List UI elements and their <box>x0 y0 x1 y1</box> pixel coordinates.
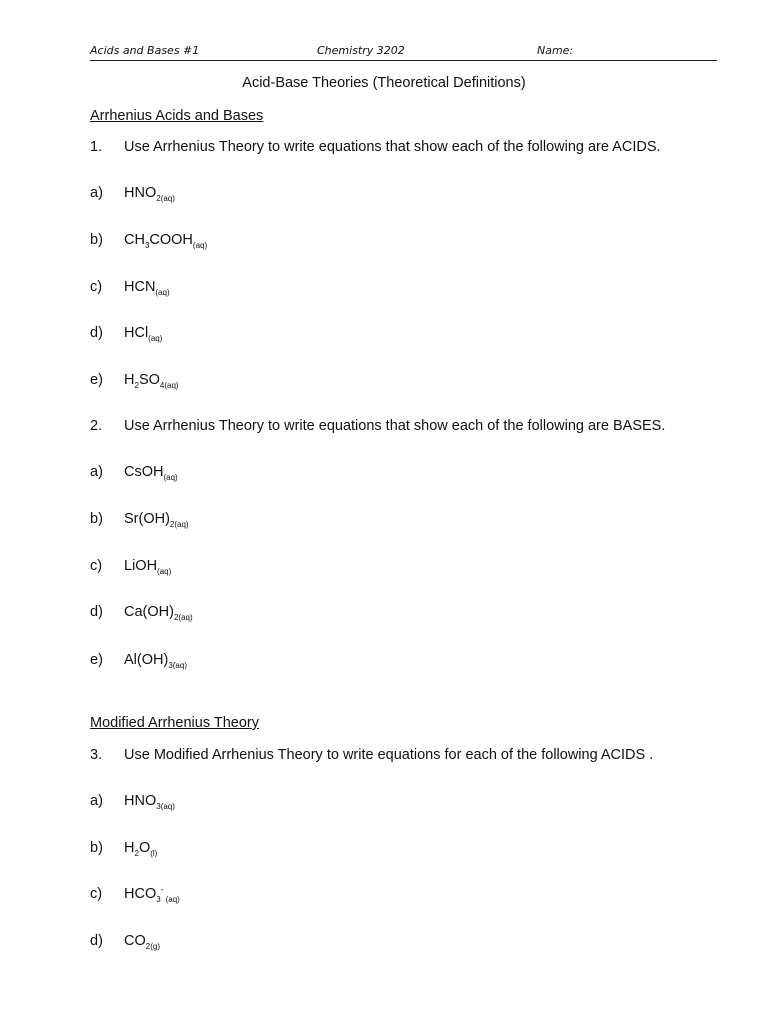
chemical-formula <box>124 558 171 574</box>
header-left: Acids and Bases #1 <box>90 44 200 57</box>
formula-text: HCO <box>124 886 157 902</box>
formula-subscript: 3 <box>144 241 150 250</box>
formula-text: HNO <box>124 185 157 201</box>
item-label: e) <box>90 652 103 668</box>
formula-subscript: (aq) <box>155 288 170 297</box>
formula-subscript: 2(g) <box>145 942 160 951</box>
chemical-formula <box>124 464 178 480</box>
item-label: c) <box>90 279 103 295</box>
formula-subscript: 4(aq) <box>159 381 179 390</box>
item-label: e) <box>90 372 103 388</box>
formula-text: H <box>124 840 135 856</box>
formula-text: CH <box>124 232 145 248</box>
formula-subscript: 3(aq) <box>156 802 175 811</box>
header-name-label: Name: <box>537 44 574 57</box>
item-label: c) <box>90 886 103 902</box>
formula-text: HNO <box>124 793 157 809</box>
formula-subscript: (aq) <box>148 334 163 343</box>
chemical-formula <box>124 511 189 527</box>
formula-subscript: 2(aq) <box>173 613 193 622</box>
item-label: a) <box>90 464 103 480</box>
chemical-formula <box>124 185 175 201</box>
header-course: Chemistry 3202 <box>317 44 405 57</box>
formula-text: LiOH <box>124 558 158 574</box>
page-title: Acid-Base Theories (Theoretical Definitions) <box>242 75 526 91</box>
chemical-formula <box>124 652 187 668</box>
formula-subscript: 2 <box>134 849 139 858</box>
formula-text: COOH <box>149 232 193 248</box>
formula-superscript: - <box>160 885 164 894</box>
item-label: c) <box>90 558 103 574</box>
chemical-formula <box>124 933 160 949</box>
question-number: 1. <box>90 139 103 155</box>
page-header <box>90 44 717 61</box>
formula-text: HCN <box>124 279 156 295</box>
item-label: d) <box>90 325 103 341</box>
formula-subscript: (aq) <box>192 241 208 250</box>
question-text: Use Modified Arrhenius Theory to write equations for each of the following ACIDS . <box>124 747 654 763</box>
formula-subscript: (l) <box>150 849 158 858</box>
formula-subscript: 3(aq) <box>168 661 187 670</box>
formula-text: Ca(OH) <box>124 604 174 620</box>
formula-text: CO <box>124 933 146 949</box>
formula-subscript: 2(aq) <box>169 520 189 529</box>
item-label: b) <box>90 232 103 248</box>
chemical-formula <box>124 372 179 388</box>
question-text: Use Arrhenius Theory to write equations that show each of the following are ACIDS. <box>124 139 661 155</box>
formula-text: Al(OH) <box>124 652 169 668</box>
chemical-formula <box>124 279 170 295</box>
item-label: d) <box>90 933 103 949</box>
chemical-formula <box>124 793 175 809</box>
item-label: a) <box>90 793 103 809</box>
formula-subscript: (aq) <box>163 895 180 904</box>
formula-subscript: 2 <box>134 381 139 390</box>
formula-text: Sr(OH) <box>124 511 170 527</box>
formula-subscript: (aq) <box>157 567 172 576</box>
formula-text: CsOH <box>124 464 164 480</box>
question-text: Use Arrhenius Theory to write equations that show each of the following are BASES. <box>124 418 666 434</box>
formula-subscript: 2(aq) <box>156 194 175 203</box>
question-number: 3. <box>90 747 103 763</box>
item-label: b) <box>90 840 103 856</box>
section-heading-arrhenius: Arrhenius Acids and Bases <box>90 108 264 124</box>
chemical-formula <box>124 840 157 856</box>
item-label: b) <box>90 511 103 527</box>
formula-text: H <box>124 372 135 388</box>
chemical-formula <box>124 232 207 248</box>
question-number: 2. <box>90 418 103 434</box>
chemical-formula <box>124 604 193 620</box>
formula-text: HCl <box>124 325 149 341</box>
chemical-formula <box>124 325 162 341</box>
formula-subscript: (aq) <box>163 473 178 482</box>
chemical-formula <box>124 886 180 902</box>
item-label: d) <box>90 604 103 620</box>
section-heading-modified-arrhenius: Modified Arrhenius Theory <box>90 715 259 731</box>
item-label: a) <box>90 185 103 201</box>
formula-text: O <box>138 840 151 856</box>
formula-text: SO <box>138 372 160 388</box>
formula-subscript: 3 <box>156 895 161 904</box>
